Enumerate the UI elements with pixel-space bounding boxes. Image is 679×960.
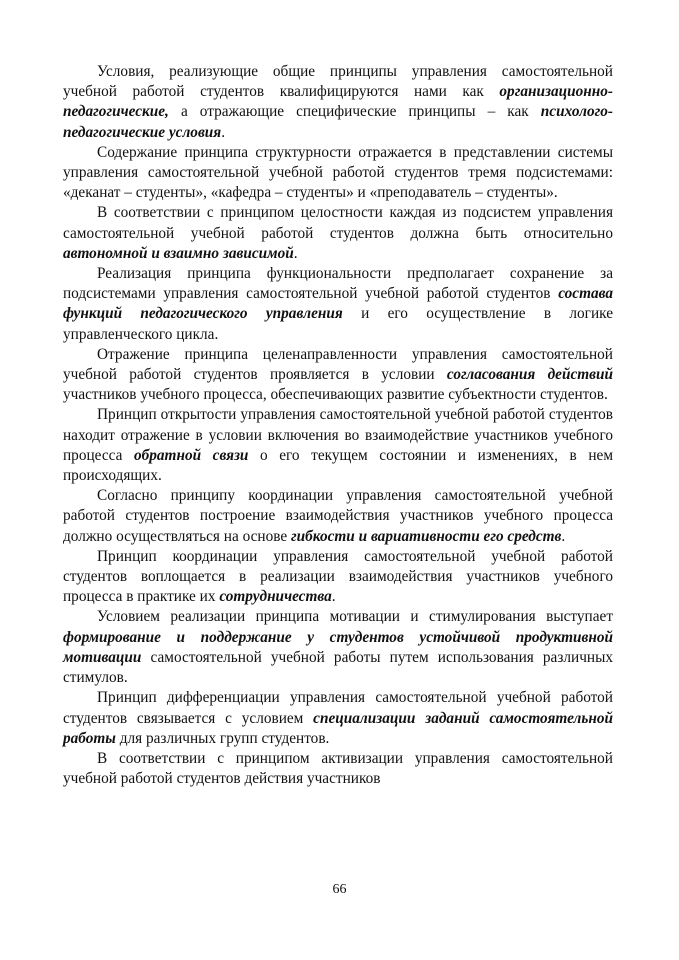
paragraph [63, 547, 613, 608]
paragraph [63, 607, 613, 688]
paragraph-text: Отражение принципа целенаправленности управления самостоятельной учебной работой студентов проявляется в условии [63, 345, 613, 384]
paragraph-text: и его осуществление в логике управленческого цикла. [63, 305, 613, 343]
paragraph-text: Согласно принципу координации управления самостоятельной учебной работой студентов построение взаимодействия участников учебного процесса должно осуществляться на основе [63, 487, 613, 545]
paragraph [63, 486, 613, 547]
paragraph [63, 203, 613, 264]
page-number: 66 [332, 882, 347, 897]
emphasis-text: автономной и взаимно зависимой [63, 244, 294, 262]
emphasis-text: состава функций педагогического управления [63, 285, 613, 323]
paragraph-text: В соответствии с принципом активизации управления самостоятельной учебной работой студентов действия участников [63, 749, 613, 788]
paragraph-text: Содержание принципа структурности отражается в представлении системы управления самостоятельной учебной работой студентов тремя подсистемами: «деканат – студенты», «кафедра – студенты» и «преподаватель – студенты». [63, 143, 613, 202]
paragraph-text: Принцип открытости управления самостоятельной учебной работой студентов находит отражение в условии включения во взаимодействие участников учебного процесса [63, 406, 613, 464]
paragraph-text: Принцип дифференциации управления самостоятельной учебной работой студентов связывается с условием [63, 689, 613, 727]
paragraph-text: Условием реализации принципа мотивации и стимулирования выступает [97, 608, 613, 626]
paragraph-text: В соответствии с принципом целостности каждая из подсистем управления самостоятельной учебной работой студентов должна быть относительно [63, 204, 613, 242]
paragraph-text: . [331, 588, 336, 606]
emphasis-text: формирование и поддержание у студентов устойчивой продуктивной мотивации [63, 628, 613, 666]
emphasis-text: психолого-педагогические условия [63, 103, 613, 141]
paragraph-text: . [293, 244, 298, 262]
emphasis-text: организационно-педагогические, [63, 83, 613, 121]
paragraph-text: Реализация принципа функциональности предполагает сохранение за подсистемами управления самостоятельной учебной работой студентов [63, 265, 613, 303]
paragraph [63, 264, 613, 345]
emphasis-text: обратной связи [133, 446, 249, 464]
paragraph [63, 749, 613, 789]
emphasis-text: согласования действий [446, 366, 613, 384]
paragraph [63, 345, 613, 406]
paragraph [63, 405, 613, 486]
paragraph-text: . [561, 527, 566, 545]
page-body [63, 62, 613, 789]
paragraph-text: для различных групп студентов. [115, 729, 330, 747]
paragraph [63, 143, 613, 204]
paragraph-text: о его текущем состоянии и изменениях, в нем происходящих. [63, 446, 613, 485]
paragraph-text: а отражающие специфические принципы – как [168, 103, 541, 121]
emphasis-text: сотрудничества [219, 588, 332, 606]
emphasis-text: гибкости и вариативности его средств [290, 527, 562, 545]
paragraph-text: самостоятельной учебной работы путем использования различных стимулов. [63, 648, 613, 687]
paragraph-text: . [221, 123, 226, 141]
paragraph-text: участников учебного процесса, обеспечивающих развитие субъектности студентов. [63, 386, 608, 404]
paragraph-text: Условия, реализующие общие принципы управления самостоятельной учебной работой студентов квалифицируются нами как [63, 63, 613, 101]
paragraph [63, 62, 613, 143]
paragraph-text: Принцип координации управления самостоятельной учебной работой студентов воплощается в реализации взаимодействия участников учебного процесса в практике их [63, 547, 613, 606]
paragraph [63, 688, 613, 749]
emphasis-text: специализации заданий самостоятельной работы [63, 709, 613, 747]
